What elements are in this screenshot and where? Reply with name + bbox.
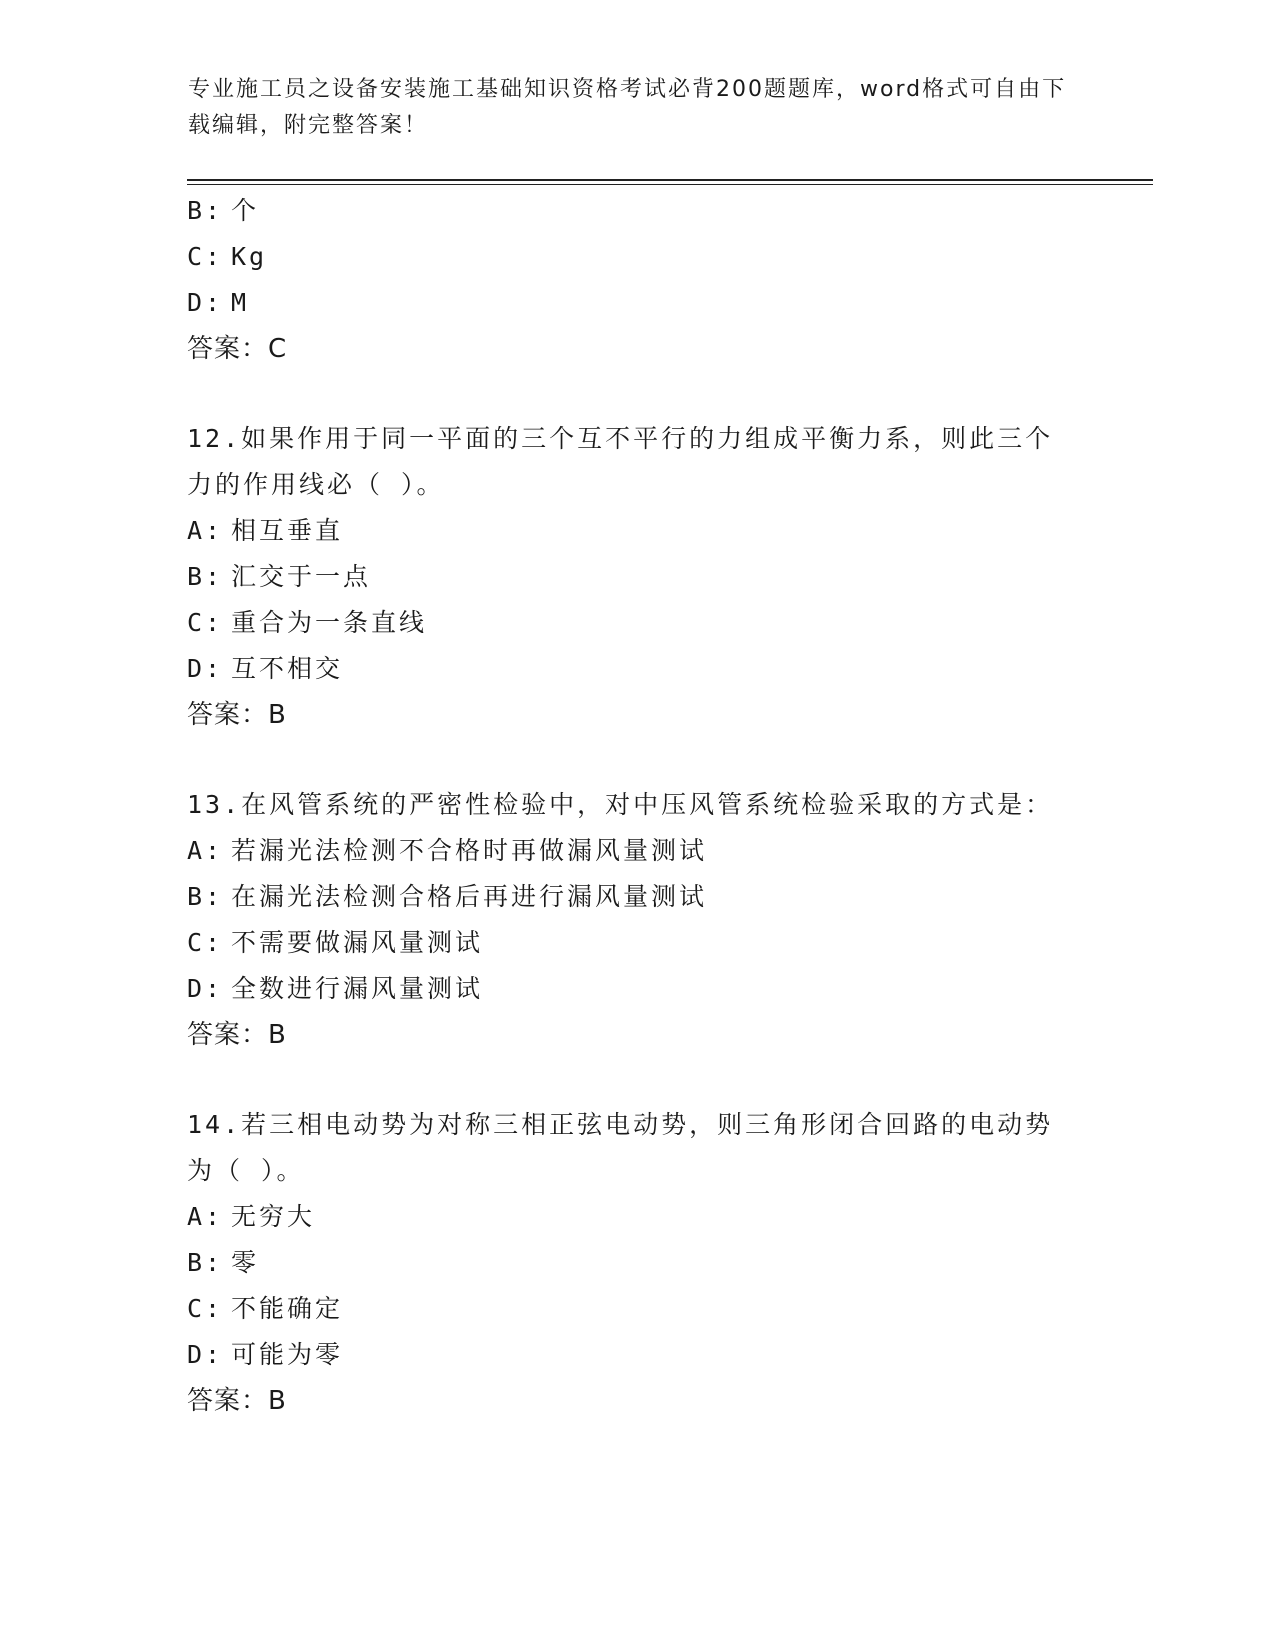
option-b: B: 零 <box>187 1248 260 1277</box>
question-stem: 14.若三相电动势为对称三相正弦电动势，则三角形闭合回路的电动势为（ ）。 <box>187 1110 1054 1185</box>
option-d: D: 可能为零 <box>187 1340 344 1369</box>
question-block-13 <box>187 782 1087 1058</box>
answer-label: 答案：C <box>187 334 288 364</box>
option-c: C: Kg <box>187 242 268 271</box>
option-a: A: 无穷大 <box>187 1202 316 1231</box>
question-block-prev <box>187 188 1087 372</box>
option-d: D: 全数进行漏风量测试 <box>187 974 484 1003</box>
option-d: D: 互不相交 <box>187 654 344 683</box>
option-c: C: 重合为一条直线 <box>187 608 428 637</box>
answer-label: 答案：B <box>187 1020 287 1050</box>
option-b: B: 个 <box>187 196 260 225</box>
question-stem: 12.如果作用于同一平面的三个互不平行的力组成平衡力系，则此三个力的作用线必（ ）。 <box>187 424 1054 499</box>
option-a: A: 相互垂直 <box>187 516 344 545</box>
question-block-12 <box>187 416 1087 738</box>
option-d: D: M <box>187 288 250 317</box>
option-c: C: 不需要做漏风量测试 <box>187 928 484 957</box>
header-divider <box>187 179 1153 181</box>
question-block-14 <box>187 1102 1087 1424</box>
option-a: A: 若漏光法检测不合格时再做漏风量测试 <box>187 836 708 865</box>
option-c: C: 不能确定 <box>187 1294 344 1323</box>
answer-label: 答案：B <box>187 700 287 730</box>
header-divider-thin <box>187 184 1153 185</box>
question-list <box>187 188 1087 1424</box>
question-stem: 13.在风管系统的严密性检验中，对中压风管系统检验采取的方式是： <box>187 790 1054 819</box>
answer-label: 答案：B <box>187 1386 287 1416</box>
option-b: B: 在漏光法检测合格后再进行漏风量测试 <box>187 882 708 911</box>
option-b: B: 汇交于一点 <box>187 562 372 591</box>
document-header-title: 专业施工员之设备安装施工基础知识资格考试必背200题题库，word格式可自由下载编辑，附完整答案！ <box>188 77 1067 138</box>
